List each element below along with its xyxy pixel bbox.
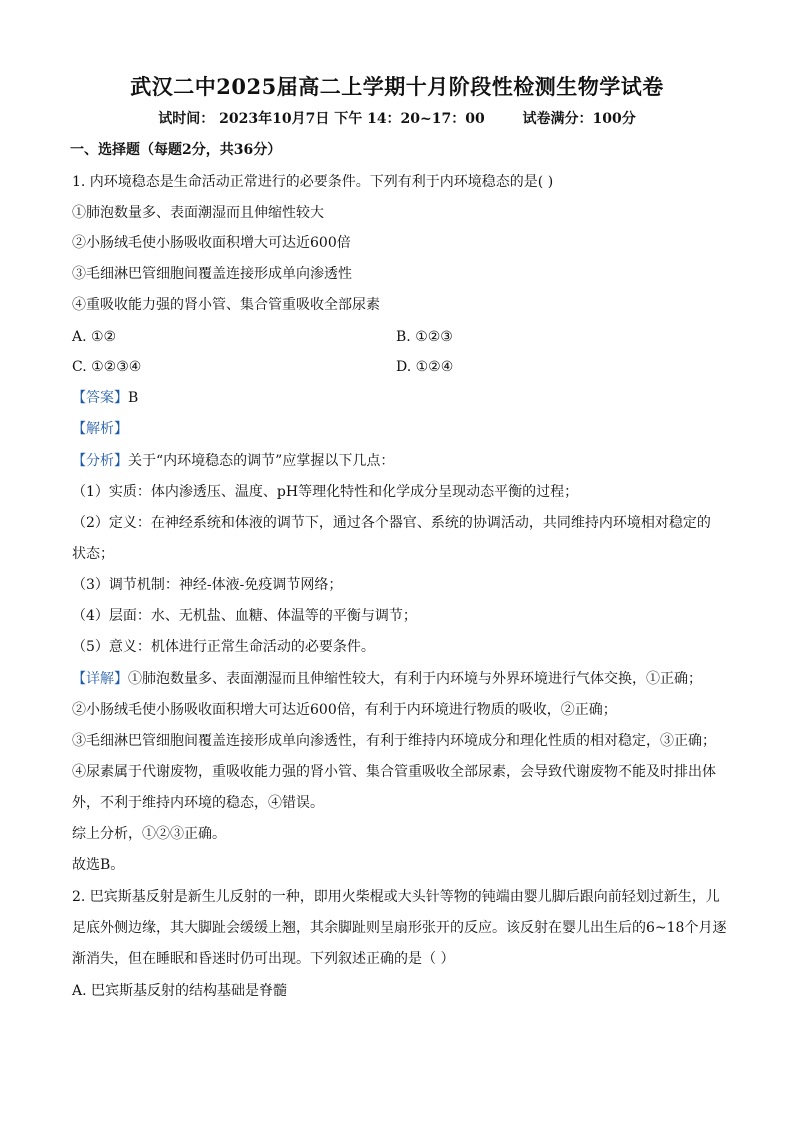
q1-item-4: ④重吸收能力强的肾小管、集合管重吸收全部尿素 xyxy=(72,297,380,313)
point-4: （4）层面：水、无机盐、血糖、体温等的平衡与调节； xyxy=(72,608,417,624)
q1-stem: 1. 内环境稳态是生命活动正常进行的必要条件。下列有利于内环境稳态的是( ) xyxy=(72,174,554,190)
detail-line-5: 外，不利于维持内环境的稳态，④错误。 xyxy=(72,795,324,811)
point-3: （3）调节机制：神经-体液-免疫调节网络； xyxy=(72,577,343,593)
analysis-tag: 【解析】 xyxy=(72,421,128,437)
point-5: （5）意义：机体进行正常生命活动的必要条件。 xyxy=(72,639,375,655)
q2-option-a: A. 巴宾斯基反射的结构基础是脊髓 xyxy=(72,983,288,999)
q2-stem-line-1: 2. 巴宾斯基反射是新生儿反射的一种，即用火柴棍或大头针等物的钝端由婴儿脚后跟向前轻划过新生，儿 xyxy=(72,889,720,905)
point-2-cont: 状态； xyxy=(72,546,114,562)
point-1: （1）实质：体内渗透压、温度、pH等理化特性和化学成分呈现动态平衡的过程； xyxy=(72,484,579,500)
q2-stem-line-3: 渐消失，但在睡眠和昏迷时仍可出现。下列叙述正确的是（ ） xyxy=(72,951,455,967)
answer-tag: 【答案】 xyxy=(72,390,128,406)
detail-text-1: ①肺泡数量多、表面潮湿而且伸缩性较大，有利于内环境与外界环境进行气体交换，①正确； xyxy=(128,671,702,687)
fenxi-tag: 【分析】 xyxy=(72,453,128,469)
detail-tag: 【详解】 xyxy=(72,671,128,687)
fenxi-text: 关于“内环境稳态的调节”应掌握以下几点： xyxy=(128,453,395,469)
q2-stem-line-2: 足底外侧边缘，其大脚趾会缓缓上翘，其余脚趾则呈扇形张开的反应。该反射在婴儿出生后的6~18个月逐 xyxy=(72,920,727,936)
detail-line-3: ③毛细淋巴管细胞间覆盖连接形成单向渗透性，有利于维持内环境成分和理化性质的相对稳定，③正确； xyxy=(72,733,716,749)
q1-option-d: D. ①②④ xyxy=(396,359,454,375)
exam-time: 试时间： 2023年10月7日 下午 14：20~17：00 xyxy=(158,111,485,127)
section-heading: 一、选择题（每题2分，共36分） xyxy=(70,142,282,158)
summary-line: 综上分析，①②③正确。 xyxy=(72,826,226,842)
q1-answer xyxy=(72,388,138,408)
q1-item-3: ③毛细淋巴管细胞间覆盖连接形成单向渗透性 xyxy=(72,266,352,282)
point-2: （2）定义：在神经系统和体液的调节下，通过各个器官、系统的协调活动，共同维持内环境相对稳定的 xyxy=(72,515,711,531)
detail-line-4: ④尿素属于代谢废物，重吸收能力强的肾小管、集合管重吸收全部尿素，会导致代谢废物不能及时排出体 xyxy=(72,764,716,780)
choice-line: 故选B。 xyxy=(72,857,125,873)
q1-option-c: C. ①②③④ xyxy=(72,359,142,375)
q1-item-1: ①肺泡数量多、表面潮湿而且伸缩性较大 xyxy=(72,205,324,221)
q1-option-a: A. ①② xyxy=(72,329,117,345)
exam-score: 试卷满分：100分 xyxy=(522,111,636,127)
detail-line-1 xyxy=(72,669,702,689)
fenxi-line xyxy=(72,451,394,471)
answer-value: B xyxy=(128,390,139,406)
detail-line-2: ②小肠绒毛使小肠吸收面积增大可达近600倍，有利于内环境进行物质的吸收，②正确； xyxy=(72,702,617,718)
q1-option-b: B. ①②③ xyxy=(396,329,453,345)
exam-info xyxy=(0,108,794,128)
q1-item-2: ②小肠绒毛使小肠吸收面积增大可达近600倍 xyxy=(72,235,351,251)
page-title: 武汉二中2025届高二上学期十月阶段性检测生物学试卷 xyxy=(130,74,664,99)
